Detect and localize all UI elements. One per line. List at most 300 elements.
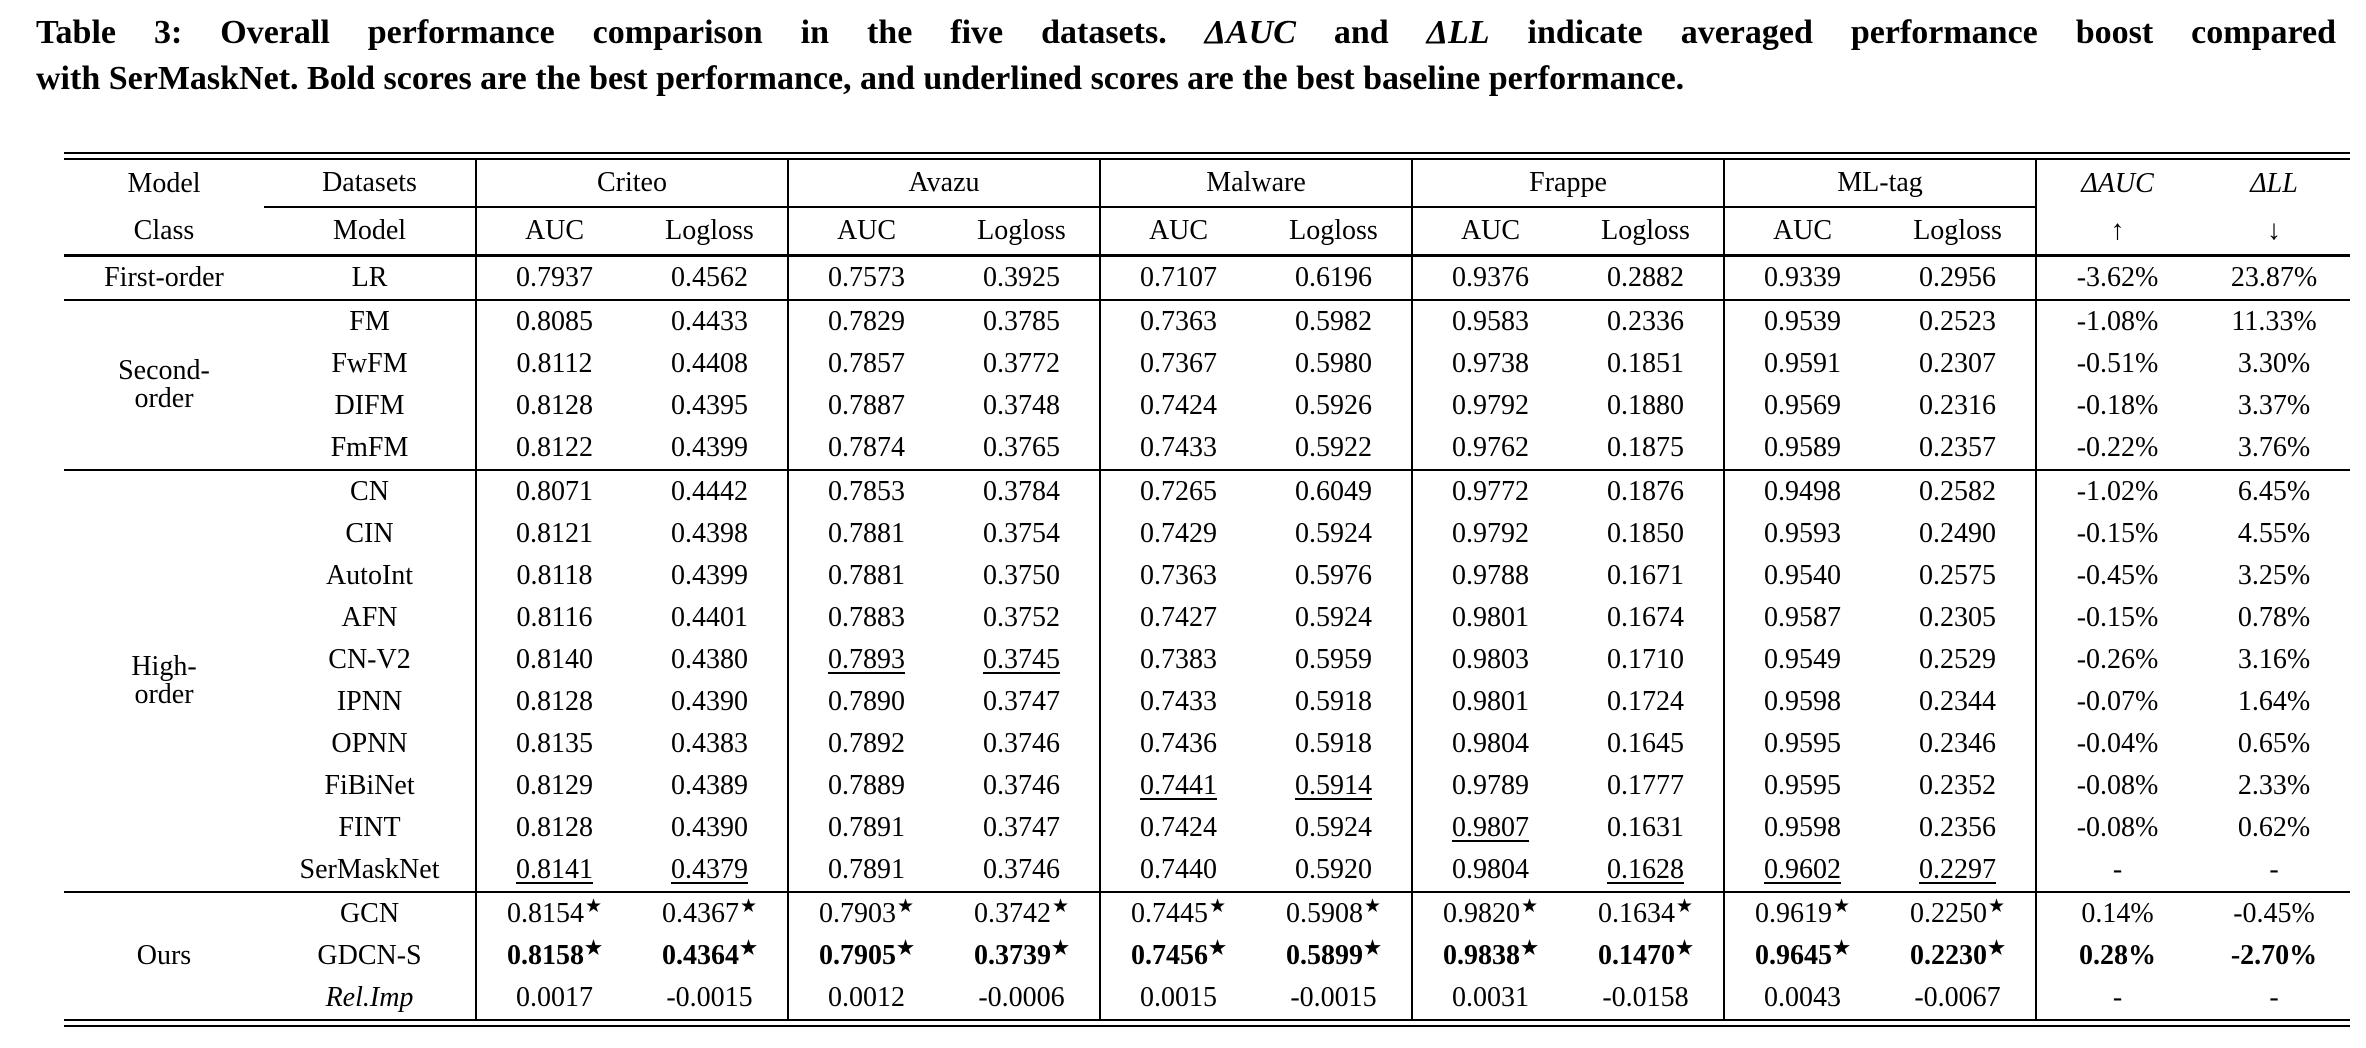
value-text: 0.8129 (516, 770, 593, 801)
significance-star-icon: ★ (1520, 895, 1539, 917)
value-text: 0.3750 (983, 560, 1060, 591)
value-text: 0.9549 (1764, 644, 1842, 675)
metric-value (476, 555, 632, 597)
metric-value (1100, 470, 1256, 513)
value-text: 0.2529 (1919, 644, 1997, 675)
metric-value (1724, 807, 1880, 849)
metric-value (788, 977, 944, 1020)
significance-star-icon: ★ (1676, 937, 1694, 959)
value-text: 0.1875 (1607, 432, 1685, 463)
metric-value (476, 513, 632, 555)
metric-value (944, 807, 1100, 849)
value-text: 0.9820 (1442, 898, 1520, 929)
model-class-label: First-order (64, 256, 264, 301)
metric-value (1100, 977, 1256, 1020)
significance-star-icon: ★ (1520, 937, 1539, 959)
metric-value (1880, 807, 2036, 849)
value-text: 0.5924 (1295, 518, 1372, 549)
table-row-autoint (64, 555, 2350, 597)
header-delta-ll: ΔLL (2250, 167, 2298, 199)
metric-value (1256, 977, 1412, 1020)
metric-value (1880, 256, 2036, 301)
metric-value (2036, 892, 2198, 935)
metric-value (1724, 343, 1880, 385)
value-text: 0.7891 (828, 812, 905, 843)
caption-text: and (1295, 14, 1427, 51)
significance-star-icon: ★ (896, 895, 915, 917)
header-dataset-mltag: ML-tag (1724, 159, 2036, 207)
table-header (64, 159, 2350, 256)
metric-value (1412, 977, 1568, 1020)
metric-value (1256, 427, 1412, 470)
model-name: CN-V2 (328, 644, 411, 675)
model-name: FINT (338, 812, 401, 843)
metric-value (1256, 765, 1412, 807)
metric-value (944, 300, 1100, 343)
header-logloss-malware: Logloss (1256, 207, 1412, 256)
results-table (64, 158, 2350, 1021)
metric-value (632, 343, 788, 385)
header-auc-mltag: AUC (1724, 207, 1880, 256)
metric-value (1568, 765, 1724, 807)
header-dataset-avazu: Avazu (788, 159, 1100, 207)
metric-value (1880, 555, 2036, 597)
significance-star-icon: ★ (1833, 937, 1851, 959)
metric-value (2198, 681, 2350, 723)
value-text: 0.5918 (1295, 686, 1372, 717)
header-dataset-malware: Malware (1100, 159, 1412, 207)
value-text: 0.7363 (1140, 560, 1217, 591)
table-row-fmfm (64, 427, 2350, 470)
value-text: 0.6049 (1295, 476, 1372, 507)
table-row-gcn (64, 892, 2350, 935)
model-name: Rel.Imp (325, 982, 414, 1013)
value-text: 0.2357 (1919, 432, 1997, 463)
value-text: 0.5980 (1295, 348, 1372, 379)
metric-value (1724, 681, 1880, 723)
value-text: 0.7433 (1140, 686, 1217, 717)
value-text: 0.4398 (671, 518, 748, 549)
value-text: 0.9801 (1452, 686, 1530, 717)
model-class-label: Ours (136, 940, 192, 971)
value-text: 0.7424 (1140, 812, 1217, 843)
value-text: 0.2346 (1919, 728, 1997, 759)
value-text: - (2112, 982, 2123, 1013)
value-text: 3.76% (2237, 432, 2311, 463)
value-text: 0.8085 (516, 306, 593, 337)
best-baseline-value: 0.7441 (1140, 770, 1217, 801)
metric-value (632, 256, 788, 301)
value-text: 0.4364 (661, 940, 739, 971)
value-text: 0.14% (2081, 898, 2154, 929)
significance-star-icon: ★ (1363, 895, 1382, 917)
model-name: AutoInt (325, 560, 414, 591)
value-text: 0.9498 (1764, 476, 1842, 507)
metric-value (1412, 343, 1568, 385)
significance-star-icon: ★ (1988, 937, 2006, 959)
metric-value (632, 723, 788, 765)
metric-value (944, 765, 1100, 807)
value-text: 0.2523 (1919, 306, 1997, 337)
value-text: -3.62% (2076, 262, 2159, 293)
metric-value (2198, 935, 2350, 977)
metric-value (632, 513, 788, 555)
metric-value (2036, 807, 2198, 849)
metric-value (2198, 555, 2350, 597)
best-baseline-value: 0.9807 (1452, 812, 1530, 843)
metric-value (632, 300, 788, 343)
value-text: 0.1876 (1607, 476, 1685, 507)
metric-value (1724, 385, 1880, 427)
value-text: 4.55% (2237, 518, 2311, 549)
value-text: 3.37% (2237, 390, 2311, 421)
metric-value (944, 681, 1100, 723)
metric-value (2198, 723, 2350, 765)
metric-value (788, 256, 944, 301)
value-text: -0.45% (2076, 560, 2159, 591)
value-text: 0.8118 (516, 560, 593, 591)
metric-value (2198, 385, 2350, 427)
metric-value (788, 597, 944, 639)
value-text: 0.8128 (516, 812, 593, 843)
metric-value (1880, 385, 2036, 427)
value-text: 0.2307 (1919, 348, 1997, 379)
header-model-label: Model (264, 207, 476, 256)
metric-value (944, 892, 1100, 935)
caption-delta-auc: ΔAUC (1204, 14, 1296, 51)
value-text: 0.9589 (1764, 432, 1842, 463)
metric-value (1568, 892, 1724, 935)
table-row-fwfm (64, 343, 2350, 385)
metric-value (1256, 639, 1412, 681)
model-name: SerMaskNet (264, 849, 476, 892)
best-baseline-value: 0.2297 (1919, 854, 1997, 885)
metric-value (476, 597, 632, 639)
metric-value (944, 555, 1100, 597)
value-text: 0.7265 (1140, 476, 1217, 507)
value-text: -0.18% (2076, 390, 2159, 421)
model-name: AFN (341, 602, 398, 633)
header-logloss-avazu: Logloss (944, 207, 1100, 256)
metric-value (2198, 470, 2350, 513)
metric-value (1724, 470, 1880, 513)
value-text: -0.26% (2076, 644, 2159, 675)
value-text: 0.2882 (1607, 262, 1685, 293)
value-text: 0.78% (2237, 602, 2311, 633)
metric-value (1100, 723, 1256, 765)
metric-value (476, 892, 632, 935)
significance-star-icon: ★ (1363, 937, 1382, 959)
metric-value (1568, 849, 1724, 892)
value-text: 0.9376 (1452, 262, 1530, 293)
metric-value (632, 639, 788, 681)
value-text: 0.2305 (1919, 602, 1997, 633)
metric-value (788, 343, 944, 385)
metric-value (1880, 723, 2036, 765)
metric-value (1568, 427, 1724, 470)
metric-value (2036, 256, 2198, 301)
value-text: 0.2356 (1919, 812, 1997, 843)
value-text: 0.1710 (1607, 644, 1685, 675)
metric-value (1100, 256, 1256, 301)
value-text: 0.8071 (516, 476, 593, 507)
metric-value (1100, 597, 1256, 639)
metric-value (788, 300, 944, 343)
metric-value (1724, 849, 1880, 892)
header-auc-malware: AUC (1100, 207, 1256, 256)
metric-value (1412, 256, 1568, 301)
significance-star-icon: ★ (1208, 895, 1227, 917)
value-text: 0.7890 (828, 686, 905, 717)
value-text: 0.1724 (1607, 686, 1685, 717)
value-text: 0.7573 (828, 262, 905, 293)
value-text: -1.02% (2076, 476, 2159, 507)
metric-value (1724, 977, 1880, 1020)
value-text: 0.8135 (516, 728, 593, 759)
significance-star-icon: ★ (1051, 937, 1070, 959)
value-text: 0.7892 (828, 728, 905, 759)
metric-value (788, 807, 944, 849)
value-text: 0.4442 (671, 476, 748, 507)
metric-value (632, 892, 788, 935)
value-text: 0.9583 (1452, 306, 1530, 337)
value-text: 0.65% (2237, 728, 2311, 759)
metric-value (1568, 597, 1724, 639)
metric-value (1724, 639, 1880, 681)
header-delta-auc: ΔAUC (2036, 159, 2198, 207)
metric-value (1568, 807, 1724, 849)
significance-star-icon: ★ (1208, 937, 1227, 959)
metric-value (1880, 597, 2036, 639)
value-text: - (2112, 854, 2123, 885)
metric-value (2198, 427, 2350, 470)
value-text: 0.9540 (1764, 560, 1842, 591)
metric-value (788, 427, 944, 470)
table-row-cn (64, 470, 2350, 513)
metric-value (1100, 681, 1256, 723)
caption-text: indicate averaged performance boost compared (1489, 14, 2336, 51)
header-auc-avazu: AUC (788, 207, 944, 256)
metric-value (2198, 765, 2350, 807)
metric-value (632, 935, 788, 977)
model-name: OPNN (331, 728, 408, 759)
value-text: 0.3747 (983, 812, 1060, 843)
value-text: 0.4562 (671, 262, 748, 293)
metric-value (2036, 427, 2198, 470)
metric-value (1256, 300, 1412, 343)
metric-value (944, 639, 1100, 681)
metric-value (944, 935, 1100, 977)
metric-value (1256, 723, 1412, 765)
metric-value (1568, 681, 1724, 723)
metric-value (632, 807, 788, 849)
metric-value (1568, 723, 1724, 765)
value-text: 0.3747 (983, 686, 1060, 717)
value-text: -0.0158 (1602, 982, 1689, 1013)
metric-value (1568, 639, 1724, 681)
value-text: 0.7429 (1140, 518, 1217, 549)
value-text: 0.9789 (1452, 770, 1530, 801)
value-text: 0.7937 (516, 262, 593, 293)
value-text: 0.62% (2237, 812, 2311, 843)
metric-value (1100, 765, 1256, 807)
header-logloss-criteo: Logloss (632, 207, 788, 256)
metric-value (2036, 597, 2198, 639)
value-text: -0.0015 (1290, 982, 1377, 1013)
metric-value (476, 977, 632, 1020)
value-text: 0.7881 (828, 560, 905, 591)
value-text: 0.8158 (506, 940, 584, 971)
metric-value (1412, 470, 1568, 513)
value-text: 0.3746 (983, 728, 1060, 759)
value-text: 0.4395 (671, 390, 748, 421)
value-text: -0.0006 (978, 982, 1065, 1013)
table-row-gdcn-s (64, 935, 2350, 977)
value-text: 0.28% (2079, 940, 2157, 971)
value-text: - (2269, 982, 2279, 1013)
metric-value (1256, 597, 1412, 639)
metric-value (2198, 256, 2350, 301)
value-text: 0.9569 (1764, 390, 1842, 421)
metric-value (1412, 807, 1568, 849)
metric-value (788, 849, 944, 892)
value-text: 0.3784 (983, 476, 1060, 507)
value-text: 0.7887 (828, 390, 905, 421)
value-text: 0.5959 (1295, 644, 1372, 675)
value-text: 0.9788 (1452, 560, 1530, 591)
metric-value (2036, 849, 2198, 892)
metric-value (1880, 935, 2036, 977)
metric-value (2036, 935, 2198, 977)
value-text: 0.3772 (983, 348, 1060, 379)
value-text: 0.5976 (1295, 560, 1372, 591)
value-text: 0.3742 (973, 898, 1051, 929)
model-name: DIFM (334, 390, 405, 421)
metric-value (1724, 427, 1880, 470)
model-class-label: Second- order (64, 300, 264, 470)
value-text: 0.3754 (983, 518, 1060, 549)
significance-star-icon: ★ (1988, 895, 2006, 917)
value-text: 0.4380 (671, 644, 748, 675)
value-text: 0.2316 (1919, 390, 1997, 421)
metric-value (632, 470, 788, 513)
value-text: 0.1880 (1607, 390, 1685, 421)
metric-value (1100, 639, 1256, 681)
metric-value (1880, 765, 2036, 807)
best-baseline-value: 0.5914 (1295, 770, 1372, 801)
metric-value (476, 256, 632, 301)
model-name: FiBiNet (324, 770, 415, 801)
metric-value (2036, 681, 2198, 723)
metric-value (1412, 427, 1568, 470)
value-text: 0.4399 (671, 560, 748, 591)
table-row-fint (64, 807, 2350, 849)
metric-value (632, 849, 788, 892)
value-text: 0.4389 (671, 770, 748, 801)
metric-value (1724, 892, 1880, 935)
best-baseline-value: 0.1628 (1607, 854, 1685, 885)
value-text: 0.5918 (1295, 728, 1372, 759)
value-text: 0.7903 (818, 898, 896, 929)
best-baseline-value: 0.3745 (983, 644, 1060, 675)
model-name: IPNN (336, 686, 403, 717)
metric-value (1880, 343, 2036, 385)
value-text: 0.7436 (1140, 728, 1217, 759)
value-text: 0.7829 (828, 306, 905, 337)
value-text: 0.8154 (506, 898, 584, 929)
value-text: 0.7889 (828, 770, 905, 801)
metric-value (788, 555, 944, 597)
metric-value (1568, 300, 1724, 343)
metric-value (1256, 892, 1412, 935)
value-text: 0.9804 (1452, 854, 1530, 885)
metric-value (1880, 977, 2036, 1020)
metric-value (1880, 470, 2036, 513)
value-text: 0.8122 (516, 432, 593, 463)
table-row-ipnn (64, 681, 2350, 723)
value-text: 0.8121 (516, 518, 593, 549)
metric-value (1412, 723, 1568, 765)
metric-value (2036, 555, 2198, 597)
metric-value (476, 385, 632, 427)
metric-value (944, 513, 1100, 555)
metric-value (944, 343, 1100, 385)
value-text: 0.7881 (828, 518, 905, 549)
value-text: -1.08% (2076, 306, 2159, 337)
value-text: 0.1470 (1598, 940, 1675, 971)
value-text: 0.9804 (1452, 728, 1530, 759)
metric-value (476, 849, 632, 892)
metric-value (1100, 427, 1256, 470)
table-row-fm (64, 300, 2350, 343)
metric-value (1880, 300, 2036, 343)
metric-value (1256, 935, 1412, 977)
significance-star-icon: ★ (584, 937, 603, 959)
metric-value (632, 427, 788, 470)
header-auc-criteo: AUC (476, 207, 632, 256)
value-text: -0.0067 (1914, 982, 2001, 1013)
table-row-cn-v2 (64, 639, 2350, 681)
value-text: 0.9838 (1442, 940, 1520, 971)
header-row-datasets (64, 159, 2350, 207)
metric-value (2036, 300, 2198, 343)
metric-value (1100, 343, 1256, 385)
metric-value (1412, 513, 1568, 555)
metric-value (1100, 555, 1256, 597)
table-row-lr (64, 256, 2350, 301)
value-text: 0.7905 (818, 940, 896, 971)
metric-value (1880, 681, 2036, 723)
metric-value (1256, 343, 1412, 385)
significance-star-icon: ★ (896, 937, 915, 959)
value-text: 0.0012 (828, 982, 905, 1013)
value-text: 0.9595 (1764, 770, 1842, 801)
significance-star-icon: ★ (1833, 895, 1851, 917)
header-row-metrics (64, 207, 2350, 256)
metric-value (1256, 849, 1412, 892)
metric-value (2036, 385, 2198, 427)
metric-value (788, 513, 944, 555)
metric-value (476, 300, 632, 343)
value-text: 0.8128 (516, 390, 593, 421)
header-logloss-frappe: Logloss (1568, 207, 1724, 256)
value-text: 0.7383 (1140, 644, 1217, 675)
value-text: 0.7363 (1140, 306, 1217, 337)
metric-value (476, 427, 632, 470)
value-text: 1.64% (2237, 686, 2311, 717)
value-text: 0.7107 (1140, 262, 1217, 293)
header-dataset-frappe: Frappe (1412, 159, 1724, 207)
